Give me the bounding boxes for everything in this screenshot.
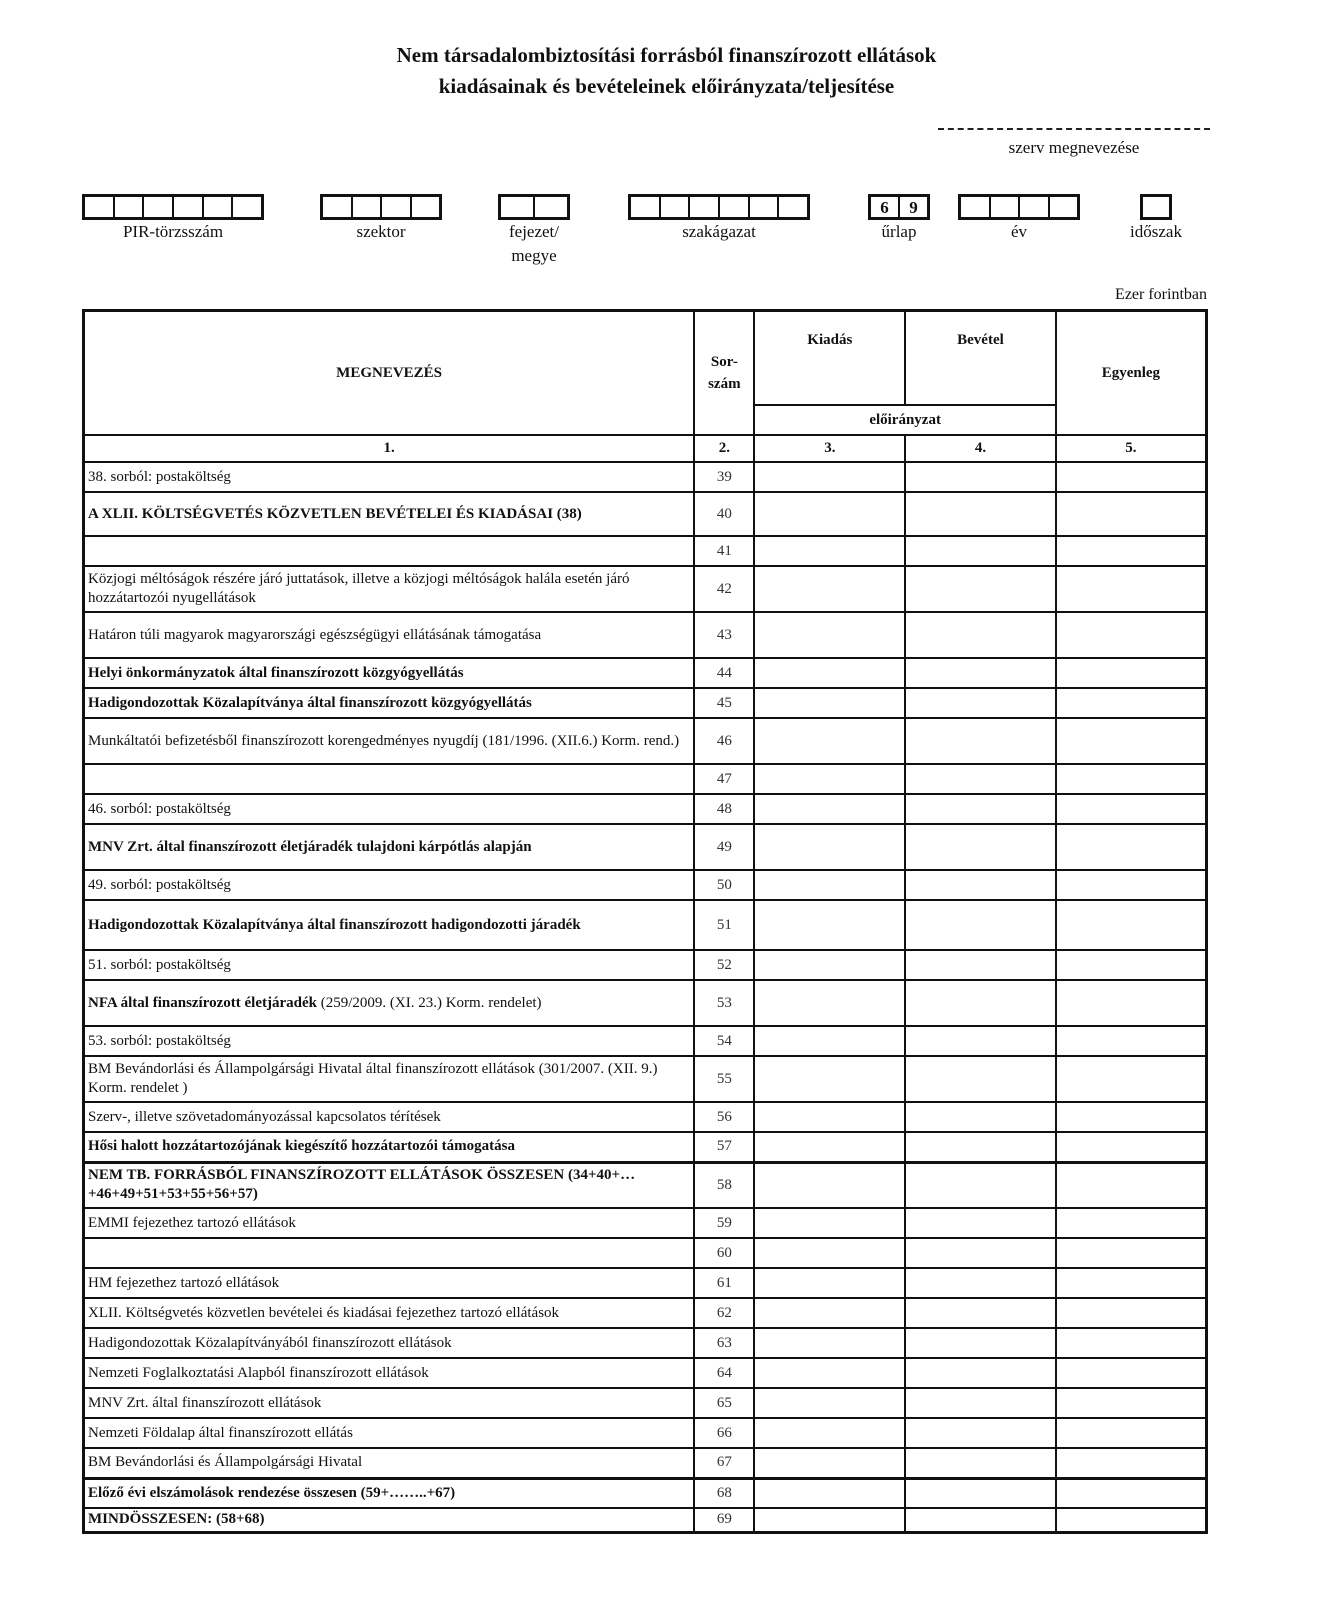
income-cell[interactable] xyxy=(905,1102,1056,1132)
unit-label: Ezer forintban xyxy=(1115,286,1207,303)
row-number: 67 xyxy=(694,1448,754,1478)
table-row xyxy=(84,718,1207,764)
income-cell[interactable] xyxy=(905,718,1056,764)
table-row xyxy=(84,1298,1207,1328)
pir-code-label: PIR-törzsszám xyxy=(122,222,224,241)
expense-cell[interactable] xyxy=(754,1298,905,1328)
table-row xyxy=(84,870,1207,900)
income-cell[interactable] xyxy=(905,900,1056,950)
table-row xyxy=(84,824,1207,870)
row-name: XLII. Költségvetés közvetlen bevételei és kiadásai fejezethez tartozó ellátások xyxy=(84,1298,695,1328)
row-number: 51 xyxy=(694,900,754,950)
income-cell[interactable] xyxy=(905,1132,1056,1162)
row-name: NEM TB. FORRÁSBÓL FINANSZÍROZOTT ELLÁTÁSOK ÖSSZESEN (34+40+…+46+49+51+53+55+56+57) xyxy=(84,1162,695,1208)
expense-cell[interactable] xyxy=(754,1238,905,1268)
income-cell[interactable] xyxy=(905,1208,1056,1238)
income-cell[interactable] xyxy=(905,1448,1056,1478)
form-title-line2: kiadásainak és bevételeinek előirányzata/teljesítése xyxy=(438,74,895,98)
row-name xyxy=(84,1238,695,1268)
balance-cell[interactable] xyxy=(1056,1508,1207,1532)
income-cell[interactable] xyxy=(905,1056,1056,1102)
column-header-appropriation: előirányzat xyxy=(754,405,1055,435)
expense-cell[interactable] xyxy=(754,462,905,492)
expense-cell[interactable] xyxy=(754,1358,905,1388)
row-name xyxy=(84,764,695,794)
balance-cell[interactable] xyxy=(1056,658,1207,688)
sector-code-label: szektor xyxy=(356,222,406,241)
row-number: 64 xyxy=(694,1358,754,1388)
row-number: 68 xyxy=(694,1478,754,1508)
row-number: 66 xyxy=(694,1418,754,1448)
sector-code-field[interactable] xyxy=(320,194,442,220)
table-row xyxy=(84,658,1207,688)
chapter-code-field[interactable] xyxy=(498,194,570,220)
balance-cell[interactable] xyxy=(1056,688,1207,718)
expense-cell[interactable] xyxy=(754,718,905,764)
form-code-label: űrlap xyxy=(881,222,917,241)
expense-cell[interactable] xyxy=(754,764,905,794)
row-number: 44 xyxy=(694,658,754,688)
balance-cell[interactable] xyxy=(1056,1056,1207,1102)
row-number: 52 xyxy=(694,950,754,980)
balance-cell[interactable] xyxy=(1056,1418,1207,1448)
income-cell[interactable] xyxy=(905,1478,1056,1508)
row-name: Hadigondozottak Közalapítványából finanszírozott ellátások xyxy=(84,1328,695,1358)
pir-code-field[interactable] xyxy=(82,194,264,220)
row-name: Előző évi elszámolások rendezése összesen (59+……..+67) xyxy=(84,1478,695,1508)
form-code-digit: 9 xyxy=(909,198,918,217)
row-name: Munkáltatói befizetésből finanszírozott korengedményes nyugdíj (181/1996. (XII.6.) Korm. rend.) xyxy=(84,718,695,764)
row-number: 50 xyxy=(694,870,754,900)
expense-cell[interactable] xyxy=(754,1388,905,1418)
income-cell[interactable] xyxy=(905,1418,1056,1448)
row-name: 51. sorból: postaköltség xyxy=(84,950,695,980)
balance-cell[interactable] xyxy=(1056,536,1207,566)
table-row xyxy=(84,492,1207,536)
income-cell[interactable] xyxy=(905,950,1056,980)
org-name-label: szerv megnevezése xyxy=(1008,138,1140,157)
expense-cell[interactable] xyxy=(754,1208,905,1238)
table-row xyxy=(84,980,1207,1026)
income-cell[interactable] xyxy=(905,536,1056,566)
row-number: 47 xyxy=(694,764,754,794)
income-cell[interactable] xyxy=(905,612,1056,658)
row-name: HM fejezethez tartozó ellátások xyxy=(84,1268,695,1298)
period-code-label: időszak xyxy=(1130,222,1182,241)
table-row xyxy=(84,1102,1207,1132)
table-row xyxy=(84,1162,1207,1208)
year-code-label: év xyxy=(1010,222,1028,241)
expense-cell[interactable] xyxy=(754,900,905,950)
appropriation-table xyxy=(82,309,1208,1534)
table-row xyxy=(84,764,1207,794)
balance-cell[interactable] xyxy=(1056,1132,1207,1162)
balance-cell[interactable] xyxy=(1056,1448,1207,1478)
table-row xyxy=(84,1268,1207,1298)
form-code-digit: 6 xyxy=(871,197,900,217)
expense-cell[interactable] xyxy=(754,1478,905,1508)
balance-cell[interactable] xyxy=(1056,566,1207,612)
expense-cell[interactable] xyxy=(754,794,905,824)
row-number: 54 xyxy=(694,1026,754,1056)
expense-cell[interactable] xyxy=(754,688,905,718)
balance-cell[interactable] xyxy=(1056,980,1207,1026)
row-name: Közjogi méltóságok részére járó juttatások, illetve a közjogi méltóságok halála esetén járó hozzátartozói nyugellátások xyxy=(84,566,695,612)
row-name: 46. sorból: postaköltség xyxy=(84,794,695,824)
table-row xyxy=(84,1056,1207,1102)
balance-cell[interactable] xyxy=(1056,1162,1207,1208)
income-cell[interactable] xyxy=(905,492,1056,536)
row-number: 40 xyxy=(694,492,754,536)
balance-cell[interactable] xyxy=(1056,1328,1207,1358)
table-row xyxy=(84,794,1207,824)
row-number: 57 xyxy=(694,1132,754,1162)
balance-cell[interactable] xyxy=(1056,950,1207,980)
table-row xyxy=(84,536,1207,566)
balance-cell[interactable] xyxy=(1056,612,1207,658)
balance-cell[interactable] xyxy=(1056,1298,1207,1328)
balance-cell[interactable] xyxy=(1056,794,1207,824)
column-header-balance: Egyenleg xyxy=(1056,311,1207,436)
row-name: Nemzeti Foglalkoztatási Alapból finanszírozott ellátások xyxy=(84,1358,695,1388)
row-name: Határon túli magyarok magyarországi egészségügyi ellátásának támogatása xyxy=(84,612,695,658)
expense-cell[interactable] xyxy=(754,566,905,612)
expense-cell[interactable] xyxy=(754,492,905,536)
expense-cell[interactable] xyxy=(754,870,905,900)
balance-cell[interactable] xyxy=(1056,824,1207,870)
row-name: Szerv-, illetve szövetadományozással kapcsolatos térítések xyxy=(84,1102,695,1132)
row-name: Nemzeti Földalap által finanszírozott ellátás xyxy=(84,1418,695,1448)
row-number: 61 xyxy=(694,1268,754,1298)
column-header-seq xyxy=(694,311,754,436)
balance-cell[interactable] xyxy=(1056,1208,1207,1238)
table-row xyxy=(84,1132,1207,1162)
table-row xyxy=(84,1418,1207,1448)
column-header-expense: Kiadás xyxy=(754,311,905,406)
income-cell[interactable] xyxy=(905,764,1056,794)
income-cell[interactable] xyxy=(905,658,1056,688)
row-name: 49. sorból: postaköltség xyxy=(84,870,695,900)
column-header-name: MEGNEVEZÉS xyxy=(84,311,695,436)
income-cell[interactable] xyxy=(905,566,1056,612)
balance-cell[interactable] xyxy=(1056,492,1207,536)
balance-cell[interactable] xyxy=(1056,1388,1207,1418)
row-number: 56 xyxy=(694,1102,754,1132)
income-cell[interactable] xyxy=(905,688,1056,718)
balance-cell[interactable] xyxy=(1056,1478,1207,1508)
row-name: A XLII. KÖLTSÉGVETÉS KÖZVETLEN BEVÉTELEI ÉS KIADÁSAI (38) xyxy=(84,492,695,536)
row-number: 60 xyxy=(694,1238,754,1268)
income-cell[interactable] xyxy=(905,1026,1056,1056)
expense-cell[interactable] xyxy=(754,1102,905,1132)
expense-cell[interactable] xyxy=(754,1508,905,1532)
income-cell[interactable] xyxy=(905,1328,1056,1358)
income-cell[interactable] xyxy=(905,824,1056,870)
income-cell[interactable] xyxy=(905,870,1056,900)
row-number: 55 xyxy=(694,1056,754,1102)
expense-cell[interactable] xyxy=(754,824,905,870)
row-number: 45 xyxy=(694,688,754,718)
expense-cell[interactable] xyxy=(754,1328,905,1358)
row-name: MINDÖSSZESEN: (58+68) xyxy=(84,1508,695,1532)
row-number: 53 xyxy=(694,980,754,1026)
column-number: 3. xyxy=(754,435,905,462)
row-number: 46 xyxy=(694,718,754,764)
row-name: Hadigondozottak Közalapítványa által finanszírozott hadigondozotti járadék xyxy=(84,900,695,950)
column-header-seq-line1: Sor- xyxy=(710,354,738,370)
row-name: BM Bevándorlási és Állampolgársági Hivatal által finanszírozott ellátások (301/2007. (XII. 9.) Korm. rendelet ) xyxy=(84,1056,695,1102)
balance-cell[interactable] xyxy=(1056,1268,1207,1298)
balance-cell[interactable] xyxy=(1056,1358,1207,1388)
row-name: 53. sorból: postaköltség xyxy=(84,1026,695,1056)
balance-cell[interactable] xyxy=(1056,718,1207,764)
branch-code-label: szakágazat xyxy=(682,222,756,241)
expense-cell[interactable] xyxy=(754,1268,905,1298)
expense-cell[interactable] xyxy=(754,1448,905,1478)
income-cell[interactable] xyxy=(905,1388,1056,1418)
balance-cell[interactable] xyxy=(1056,1026,1207,1056)
form-code-field xyxy=(868,194,930,220)
row-name: Hősi halott hozzátartozójának kiegészítő hozzátartozói támogatása xyxy=(84,1132,695,1162)
table-row xyxy=(84,1358,1207,1388)
org-name-field[interactable] xyxy=(938,128,1210,130)
balance-cell[interactable] xyxy=(1056,764,1207,794)
column-number: 1. xyxy=(84,435,695,462)
income-cell[interactable] xyxy=(905,1268,1056,1298)
table-row xyxy=(84,566,1207,612)
table-row xyxy=(84,612,1207,658)
income-cell[interactable] xyxy=(905,462,1056,492)
column-number: 5. xyxy=(1056,435,1207,462)
column-header-seq-line2: szám xyxy=(708,376,741,392)
income-cell[interactable] xyxy=(905,1358,1056,1388)
expense-cell[interactable] xyxy=(754,1162,905,1208)
table-row xyxy=(84,900,1207,950)
row-name: EMMI fejezethez tartozó ellátások xyxy=(84,1208,695,1238)
row-name: Helyi önkormányzatok által finanszírozott közgyógyellátás xyxy=(84,658,695,688)
row-number: 42 xyxy=(694,566,754,612)
row-number: 49 xyxy=(694,824,754,870)
column-number: 2. xyxy=(694,435,754,462)
table-row xyxy=(84,1508,1207,1532)
table-row xyxy=(84,1026,1207,1056)
row-name: MNV Zrt. által finanszírozott életjáradék tulajdoni kárpótlás alapján xyxy=(84,824,695,870)
expense-cell[interactable] xyxy=(754,536,905,566)
table-row xyxy=(84,1388,1207,1418)
row-name: BM Bevándorlási és Állampolgársági Hivatal xyxy=(84,1448,695,1478)
expense-cell[interactable] xyxy=(754,1132,905,1162)
branch-code-field[interactable] xyxy=(628,194,810,220)
row-number: 62 xyxy=(694,1298,754,1328)
balance-cell[interactable] xyxy=(1056,1238,1207,1268)
expense-cell[interactable] xyxy=(754,1056,905,1102)
row-name xyxy=(84,536,695,566)
table-row xyxy=(84,462,1207,492)
income-cell[interactable] xyxy=(905,980,1056,1026)
balance-cell[interactable] xyxy=(1056,1102,1207,1132)
row-name-bold-part: NFA által finanszírozott életjáradék xyxy=(88,994,317,1011)
table-row xyxy=(84,1238,1207,1268)
expense-cell[interactable] xyxy=(754,1026,905,1056)
expense-cell[interactable] xyxy=(754,658,905,688)
expense-cell[interactable] xyxy=(754,980,905,1026)
year-code-field[interactable] xyxy=(958,194,1080,220)
column-number: 4. xyxy=(905,435,1056,462)
balance-cell[interactable] xyxy=(1056,462,1207,492)
chapter-label-line1: fejezet/ xyxy=(508,222,559,241)
expense-cell[interactable] xyxy=(754,612,905,658)
chapter-code-label xyxy=(478,220,590,268)
row-name: Hadigondozottak Közalapítványa által finanszírozott közgyógyellátás xyxy=(84,688,695,718)
row-number: 65 xyxy=(694,1388,754,1418)
table-row xyxy=(84,1328,1207,1358)
form-title-line1: Nem társadalombiztosítási forrásból finanszírozott ellátások xyxy=(396,43,937,67)
row-number: 63 xyxy=(694,1328,754,1358)
row-name: 38. sorból: postaköltség xyxy=(84,462,695,492)
table-row xyxy=(84,1208,1207,1238)
column-header-income: Bevétel xyxy=(905,311,1056,406)
row-number: 69 xyxy=(694,1508,754,1532)
row-number: 39 xyxy=(694,462,754,492)
period-code-field[interactable] xyxy=(1140,194,1172,220)
expense-cell[interactable] xyxy=(754,950,905,980)
income-cell[interactable] xyxy=(905,1238,1056,1268)
row-number: 59 xyxy=(694,1208,754,1238)
chapter-label-line2: megye xyxy=(511,246,557,265)
row-name xyxy=(84,980,695,1026)
income-cell[interactable] xyxy=(905,1508,1056,1532)
table-row xyxy=(84,688,1207,718)
row-name-rest: (259/2009. (XI. 23.) Korm. rendelet) xyxy=(316,994,542,1011)
balance-cell[interactable] xyxy=(1056,900,1207,950)
row-number: 43 xyxy=(694,612,754,658)
table-row xyxy=(84,1448,1207,1478)
income-cell[interactable] xyxy=(905,794,1056,824)
row-number: 58 xyxy=(694,1162,754,1208)
row-number: 48 xyxy=(694,794,754,824)
expense-cell[interactable] xyxy=(754,1418,905,1448)
row-number: 41 xyxy=(694,536,754,566)
income-cell[interactable] xyxy=(905,1162,1056,1208)
table-row xyxy=(84,1478,1207,1508)
table-row xyxy=(84,950,1207,980)
income-cell[interactable] xyxy=(905,1298,1056,1328)
balance-cell[interactable] xyxy=(1056,870,1207,900)
row-name: MNV Zrt. által finanszírozott ellátások xyxy=(84,1388,695,1418)
